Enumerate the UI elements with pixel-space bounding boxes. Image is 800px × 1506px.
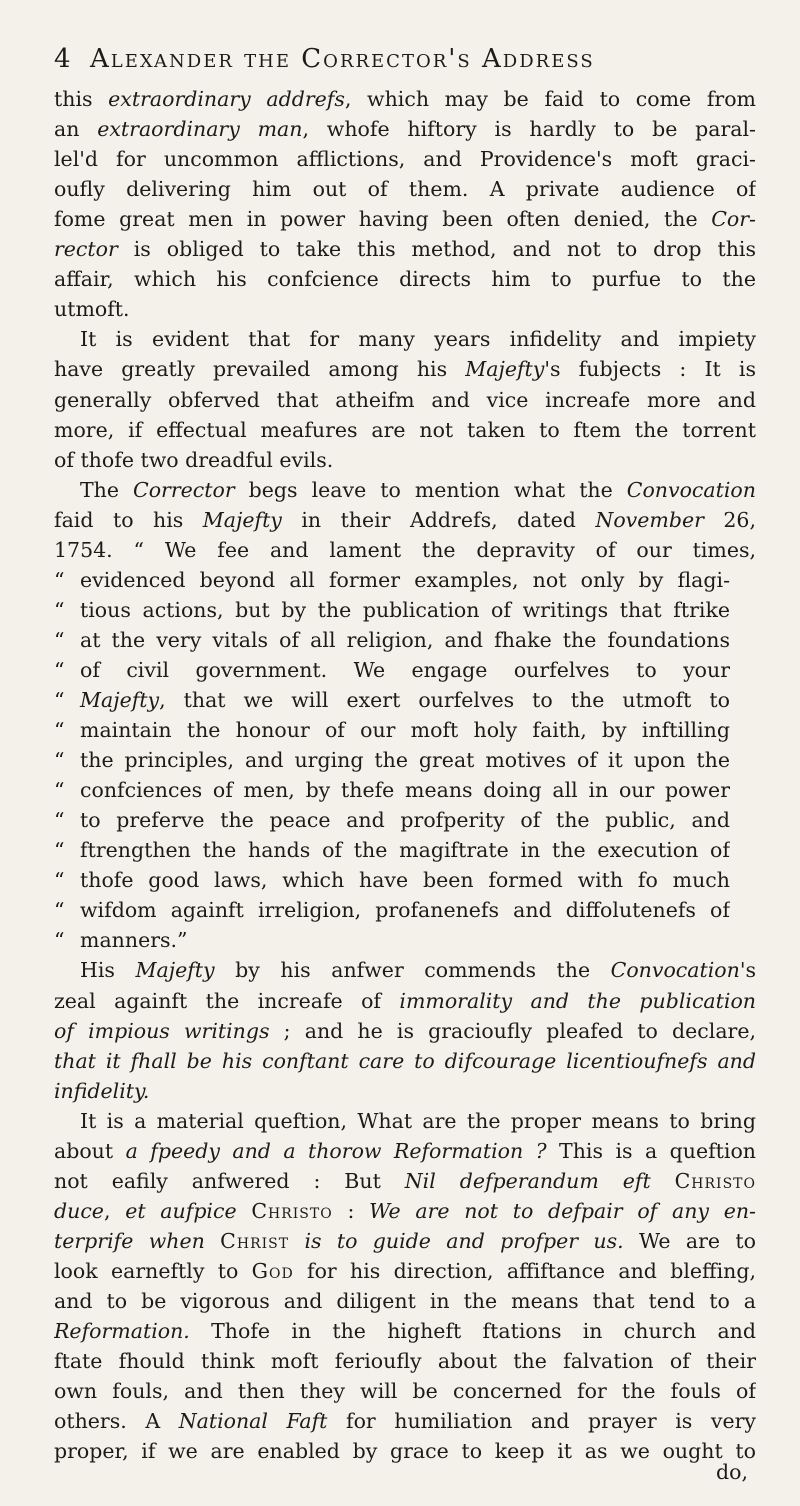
text-line: [54, 1318, 756, 1344]
text-line: [54, 747, 730, 773]
italic-run: Convocation: [610, 958, 740, 983]
text-line: [54, 1228, 756, 1254]
text-run: Thofe in the higheft ftations in church and: [189, 1319, 756, 1344]
quote-mark: “: [54, 778, 65, 803]
text-run: look earneftly to: [54, 1258, 252, 1283]
italic-run: National Faft: [178, 1409, 328, 1434]
text-run: this: [54, 87, 109, 111]
text-line: [54, 1288, 756, 1314]
text-line: [54, 717, 730, 743]
small-caps-run: Christ: [220, 1228, 290, 1253]
text-run: own fouls, and then they will be concerned for the fouls of: [54, 1379, 756, 1404]
text-line: [54, 927, 730, 953]
line-content: [54, 1349, 756, 1373]
italic-run: infidelity.: [54, 1078, 150, 1103]
line-content: [54, 418, 756, 442]
line-content: [54, 177, 756, 201]
text-run: , that we will exert ourfelves to the utmoft to: [159, 688, 730, 712]
text-run: others. A: [54, 1409, 179, 1434]
line-content: [80, 1109, 756, 1133]
text-line: [54, 867, 730, 893]
line-content: [80, 658, 730, 682]
text-run: evidenced beyond all former examples, not only by flagi-: [80, 567, 730, 592]
text-line: [54, 597, 730, 623]
text-line: [54, 206, 756, 232]
quote-mark: “: [54, 718, 65, 743]
text-run: an: [54, 117, 98, 142]
quote-mark: “: [54, 838, 65, 863]
line-content: [80, 838, 730, 862]
text-line: [54, 1378, 756, 1404]
line-content: [54, 1139, 756, 1163]
text-run: ftate fhould think moft ferioufly about the falvation of their: [54, 1349, 756, 1374]
text-run: confciences of men, by thefe means doing all in our power: [80, 778, 730, 803]
italic-run: Reformation.: [54, 1319, 190, 1344]
text-run: 1754. “ We fee and lament the depravity of our times,: [54, 537, 756, 562]
quote-mark: “: [54, 928, 65, 953]
quote-mark: “: [54, 597, 65, 622]
text-line: [80, 1108, 756, 1134]
italic-run: Majefty: [80, 688, 160, 712]
text-run: have greatly prevailed among his: [54, 357, 466, 382]
text-line: [54, 687, 730, 713]
line-content: [54, 1319, 756, 1343]
italic-run: We are not to defpair of any en-: [369, 1198, 756, 1223]
text-run: oufly delivering him out of them. A private audience of: [54, 177, 756, 202]
small-caps-run: Christo: [674, 1168, 756, 1193]
quote-mark: “: [54, 748, 65, 773]
text-line: [54, 236, 756, 262]
text-run: :: [332, 1198, 370, 1223]
text-line: [54, 86, 756, 112]
text-run: more, if effectual meafures are not taken to ftem the torrent: [54, 417, 756, 442]
text-line: [54, 627, 730, 653]
text-line: [54, 447, 756, 473]
text-run: lel'd for uncommon afflictions, and Providence's moft graci-: [54, 147, 756, 172]
running-header: [54, 44, 756, 74]
line-content: [80, 898, 730, 922]
text-run: It is a material queftion, What are the proper means to bring: [80, 1108, 756, 1133]
line-content: [54, 508, 756, 532]
text-run: the principles, and urging the great motives of it upon the: [80, 748, 730, 773]
text-run: [237, 1199, 252, 1223]
quote-mark: “: [54, 688, 65, 712]
quote-mark: “: [54, 657, 65, 682]
text-line: [54, 1258, 756, 1284]
text-run: manners.”: [80, 928, 188, 953]
line-content: [54, 297, 130, 321]
text-run: for his direction, affiftance and bleffing,: [293, 1258, 756, 1283]
quote-mark: “: [54, 898, 65, 923]
text-run: maintain the honour of our moft holy faith, by inftilling: [80, 718, 730, 743]
quote-mark: “: [54, 808, 65, 833]
text-run: proper, if we are enabled by grace to keep it as we ought to: [54, 1439, 756, 1464]
line-content: [54, 267, 756, 291]
line-content: [54, 207, 756, 231]
text-run: tious actions, but by the publication of writings that ftrike: [80, 597, 730, 622]
line-content: [54, 1379, 756, 1403]
italic-run: Majefty: [135, 958, 215, 983]
text-run: utmoft.: [54, 297, 130, 322]
text-run: The: [80, 477, 134, 502]
text-run: thofe good laws, which have been formed with fo much: [80, 868, 730, 893]
text-line: [54, 296, 756, 322]
text-line: [54, 537, 756, 563]
text-line: [54, 356, 756, 382]
italic-run: Cor-: [711, 207, 756, 232]
text-line: [54, 1048, 756, 1074]
text-run: by his anfwer commends the: [214, 958, 611, 983]
text-run: , which may be faid to come from: [344, 87, 756, 111]
text-line: [54, 176, 756, 202]
line-content: [54, 237, 756, 261]
italic-run: et aufpice: [125, 1198, 237, 1223]
text-run: ,: [103, 1198, 126, 1223]
text-line: [54, 1348, 756, 1374]
line-content: [80, 718, 730, 742]
text-run: ftrengthen the hands of the magiftrate in the execution of: [80, 838, 730, 863]
text-run: of thofe two dreadful evils.: [54, 447, 334, 472]
italic-run: Convocation: [626, 477, 756, 502]
text-line: [54, 387, 756, 413]
italic-run: that it fhall be his conftant care to difcourage licentioufnefs and: [54, 1048, 756, 1073]
small-caps-run: God: [251, 1258, 294, 1283]
text-line: [80, 477, 756, 503]
text-run: of civil government. We engage ourfelves to your: [80, 657, 730, 682]
line-content: [80, 748, 730, 772]
line-content: [54, 1079, 149, 1103]
text-line: [54, 1018, 756, 1044]
line-content: [80, 478, 756, 502]
line-content: [54, 388, 756, 412]
line-content: [54, 1199, 756, 1223]
italic-run: immorality and the publication: [399, 988, 756, 1013]
text-line: [54, 657, 730, 683]
text-line: [54, 837, 730, 863]
line-content: [54, 1229, 756, 1253]
text-run: to preferve the peace and profperity of the public, and: [80, 808, 730, 833]
text-run: [651, 1169, 675, 1193]
text-line: [54, 567, 730, 593]
text-line: [54, 417, 756, 443]
text-run: We are to: [623, 1228, 756, 1253]
italic-run: duce: [54, 1198, 104, 1223]
text-run: not eafily anfwered : But: [54, 1168, 405, 1193]
text-run: begs leave to mention what the: [234, 477, 627, 502]
italic-run: Majefty: [465, 357, 545, 382]
line-content: [80, 778, 730, 802]
text-run: and to be vigorous and diligent in the means that tend to a: [54, 1289, 756, 1313]
text-run: for humiliation and prayer is very: [327, 1409, 756, 1434]
text-line: [54, 1168, 756, 1194]
text-line: [80, 326, 756, 352]
text-run: in their Addrefs, dated: [281, 507, 596, 532]
italic-run: November: [595, 507, 704, 532]
text-run: This is a queftion: [546, 1138, 756, 1163]
catchword: do,: [716, 1460, 748, 1484]
line-content: [54, 538, 756, 562]
line-content: [80, 868, 730, 892]
text-run: 's fubjects : It is: [544, 357, 756, 382]
text-run: [205, 1229, 220, 1253]
line-content: [54, 448, 333, 472]
italic-run: Majefty: [202, 507, 282, 532]
italic-run: Nil defperandum eft: [404, 1168, 651, 1193]
line-content: [54, 357, 756, 381]
quote-mark: “: [54, 627, 65, 652]
line-content: [80, 327, 756, 351]
small-caps-run: Christo: [251, 1198, 333, 1223]
text-run: ; and he is gracioufly pleafed to declare,: [269, 1018, 756, 1043]
text-line: [54, 116, 756, 142]
text-run: [289, 1229, 304, 1253]
italic-run: a fpeedy and a thorow Reformation ?: [125, 1138, 547, 1163]
line-content: [80, 628, 730, 652]
quote-mark: “: [54, 868, 65, 893]
line-content: [54, 1049, 756, 1073]
text-line: [54, 146, 756, 172]
line-content: [54, 1169, 756, 1193]
text-line: [54, 807, 730, 833]
quote-mark: “: [54, 567, 65, 592]
line-content: [54, 1439, 756, 1463]
text-line: [54, 1438, 756, 1464]
line-content: [54, 117, 756, 141]
text-line: [54, 777, 730, 803]
text-run: zeal againft the increafe of: [54, 988, 400, 1013]
page-number: 4: [54, 44, 72, 74]
line-content: [80, 598, 730, 622]
text-line: [54, 1198, 756, 1224]
text-line: [54, 988, 756, 1014]
line-content: [54, 87, 756, 111]
text-line: [54, 1138, 756, 1164]
italic-run: of impious writings: [54, 1018, 270, 1043]
text-run: affair, which his confcience directs him to purfue to the: [54, 267, 756, 292]
text-run: fome great men in power having been often denied, the: [54, 207, 712, 232]
italic-run: is to guide and profper us.: [304, 1228, 624, 1253]
text-line: [54, 266, 756, 292]
text-run: His: [80, 958, 136, 983]
text-run: It is evident that for many years infidelity and impiety: [80, 327, 756, 352]
italic-run: extraordinary addrefs: [108, 87, 345, 111]
text-run: 's: [739, 958, 756, 983]
line-content: [80, 688, 730, 712]
text-line: [80, 957, 756, 983]
text-run: about: [54, 1138, 126, 1163]
line-content: [80, 808, 730, 832]
italic-run: Corrector: [133, 477, 235, 502]
text-line: [54, 507, 756, 533]
italic-run: extraordinary man: [97, 117, 303, 142]
italic-run: rector: [54, 237, 118, 262]
line-content: [54, 1259, 756, 1283]
text-line: [54, 897, 730, 923]
text-line: [54, 1078, 756, 1104]
line-content: [54, 147, 756, 171]
line-content: [54, 1289, 756, 1313]
line-content: [80, 928, 188, 952]
line-content: [54, 1019, 756, 1043]
text-run: , whofe hiftory is hardly to be paral-: [302, 117, 756, 142]
line-content: [54, 989, 756, 1013]
italic-run: terprife when: [54, 1228, 205, 1253]
text-run: generally obferved that atheifm and vice increafe more and: [54, 387, 756, 412]
text-run: 26,: [703, 507, 756, 532]
text-run: is obliged to take this method, and not to drop this: [117, 237, 756, 262]
text-line: [54, 1408, 756, 1434]
text-run: faid to his: [54, 507, 203, 532]
running-title: Alexander the Corrector's Address: [90, 44, 595, 74]
line-content: [80, 568, 730, 592]
line-content: [54, 1409, 756, 1433]
text-run: at the very vitals of all religion, and fhake the foundations: [80, 627, 730, 652]
text-run: wifdom againft irreligion, profanenefs and diffolutenefs of: [80, 898, 730, 923]
line-content: [80, 958, 756, 982]
